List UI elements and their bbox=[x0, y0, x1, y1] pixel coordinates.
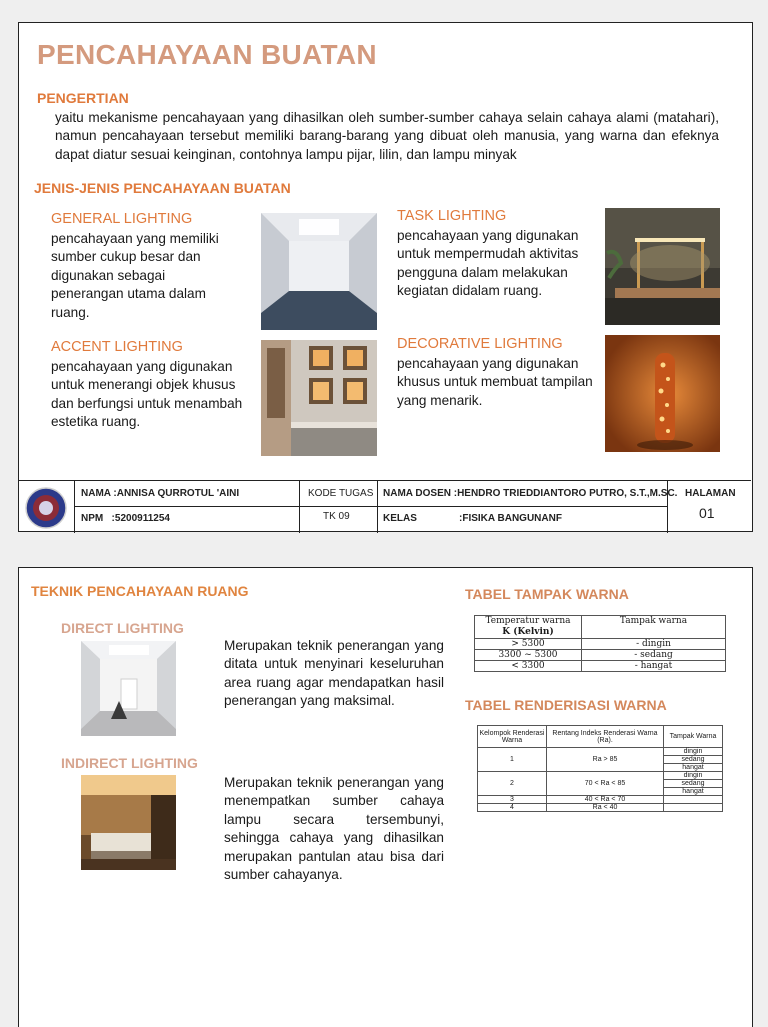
table2-header-look: Tampak Warna bbox=[664, 726, 723, 748]
halaman-value: 01 bbox=[699, 505, 715, 521]
decorative-lighting-heading: DECORATIVE LIGHTING bbox=[397, 336, 563, 352]
kelas-value: :FISIKA BANGUNANF bbox=[459, 513, 562, 524]
page-2 bbox=[18, 567, 753, 1027]
table-renderisasi bbox=[477, 725, 723, 812]
kode-tugas-value: TK 09 bbox=[323, 511, 350, 522]
table1-header-look: Tampak warna bbox=[582, 616, 726, 639]
task-lighting-heading: TASK LIGHTING bbox=[397, 208, 507, 224]
table-cell: 1 bbox=[478, 748, 547, 772]
page-1 bbox=[18, 22, 753, 532]
page-1-footer bbox=[19, 480, 751, 533]
general-lighting-text: pencahayaan yang memiliki sumber cukup besar dan digunakan sebagai penerangan utama dalam ruang. bbox=[51, 231, 219, 320]
definition-text: yaitu mekanisme pencahayaan yang dihasilkan oleh sumber-sumber cahaya selain cahaya alami (matahari), namun pencahayaan tersebut memiliki barang-barang yang dibuat oleh manusia, yang warna dan efeknya dapat diatur sesuai keinginan, contohnya lampu pijar, lilin, dan lampu minyak bbox=[55, 110, 719, 162]
definition-heading: PENGERTIAN bbox=[37, 90, 129, 106]
table-cell: - sedang bbox=[582, 650, 726, 661]
table1-header-temp: Temperatur warna K (Kelvin) bbox=[475, 616, 582, 639]
table2-header-group: Kelompok Renderasi Warna bbox=[478, 726, 547, 748]
task-lighting-image bbox=[605, 208, 720, 325]
table-cell bbox=[664, 796, 723, 804]
halaman-label: HALAMAN bbox=[685, 488, 736, 499]
accent-lighting-image bbox=[261, 340, 377, 456]
table-cell: - hangat bbox=[582, 661, 726, 672]
table-cell: Ra > 85 bbox=[547, 748, 664, 772]
table-cell: Ra < 40 bbox=[547, 804, 664, 812]
types-heading: JENIS-JENIS PENCAHAYAAN BUATAN bbox=[34, 180, 291, 196]
university-logo bbox=[25, 487, 67, 529]
table-cell: sedang bbox=[664, 756, 723, 764]
direct-lighting-heading: DIRECT LIGHTING bbox=[61, 620, 184, 636]
table-cell bbox=[664, 804, 723, 812]
dosen-name: NAMA DOSEN :HENDRO TRIEDDIANTORO PUTRO, S.T.,M.SC. bbox=[383, 488, 678, 499]
indirect-lighting-text: Merupakan teknik penerangan yang menempatkan sumber cahaya lampu secara tersembunyi, sehingga cahaya yang dihasilkan merupakan pantulan atau bisa dari sumber cahayanya. bbox=[224, 775, 444, 883]
accent-lighting-heading: ACCENT LIGHTING bbox=[51, 339, 183, 355]
teknik-heading: TEKNIK PENCAHAYAAN RUANG bbox=[31, 583, 249, 599]
table-cell: 2 bbox=[478, 772, 547, 796]
student-name: NAMA :ANNISA QURROTUL 'AINI bbox=[81, 488, 240, 499]
student-npm: NPM :5200911254 bbox=[81, 513, 170, 524]
table-cell: hangat bbox=[664, 788, 723, 796]
table-cell: sedang bbox=[664, 780, 723, 788]
table-cell: 3300 ~ 5300 bbox=[475, 650, 582, 661]
kelas-label: KELAS bbox=[383, 513, 417, 524]
page-title: PENCAHAYAAN BUATAN bbox=[37, 39, 377, 70]
indirect-lighting-heading: INDIRECT LIGHTING bbox=[61, 755, 198, 771]
general-lighting-image bbox=[261, 213, 377, 330]
table-cell: 70 < Ra < 85 bbox=[547, 772, 664, 796]
table-cell: dingin bbox=[664, 748, 723, 756]
table-cell: > 5300 bbox=[475, 639, 582, 650]
table2-header-range: Rentang Indeks Renderasi Warna (Ra). bbox=[547, 726, 664, 748]
table-cell: dingin bbox=[664, 772, 723, 780]
table-tampak-warna-title: TABEL TAMPAK WARNA bbox=[465, 586, 629, 602]
direct-lighting-text: Merupakan teknik penerangan yang ditata untuk menyinari keseluruhan area ruang agar mendapatkan hasil penerangan yang maksimal. bbox=[224, 638, 444, 709]
table-cell: - dingin bbox=[582, 639, 726, 650]
table-cell: 3 bbox=[478, 796, 547, 804]
table-cell: hangat bbox=[664, 764, 723, 772]
indirect-lighting-image bbox=[81, 775, 176, 870]
table-tampak-warna bbox=[474, 615, 726, 672]
decorative-lighting-image bbox=[605, 335, 720, 452]
table-cell: < 3300 bbox=[475, 661, 582, 672]
table-cell: 40 < Ra < 70 bbox=[547, 796, 664, 804]
decorative-lighting-text: pencahayaan yang digunakan khusus untuk membuat tampilan yang menarik. bbox=[397, 356, 593, 408]
direct-lighting-image bbox=[81, 641, 176, 736]
kode-tugas-label: KODE TUGAS bbox=[308, 488, 374, 499]
task-lighting-text: pencahayaan yang digunakan untuk mempermudah aktivitas pengguna dalam melakukan kegiatan didalam ruang. bbox=[397, 228, 579, 299]
table-cell: 4 bbox=[478, 804, 547, 812]
general-lighting-heading: GENERAL LIGHTING bbox=[51, 211, 193, 227]
table-renderisasi-title: TABEL RENDERISASI WARNA bbox=[465, 697, 667, 713]
accent-lighting-text: pencahayaan yang digunakan untuk menerangi objek khusus dan berfungsi untuk menambah estetika ruang. bbox=[51, 359, 243, 430]
